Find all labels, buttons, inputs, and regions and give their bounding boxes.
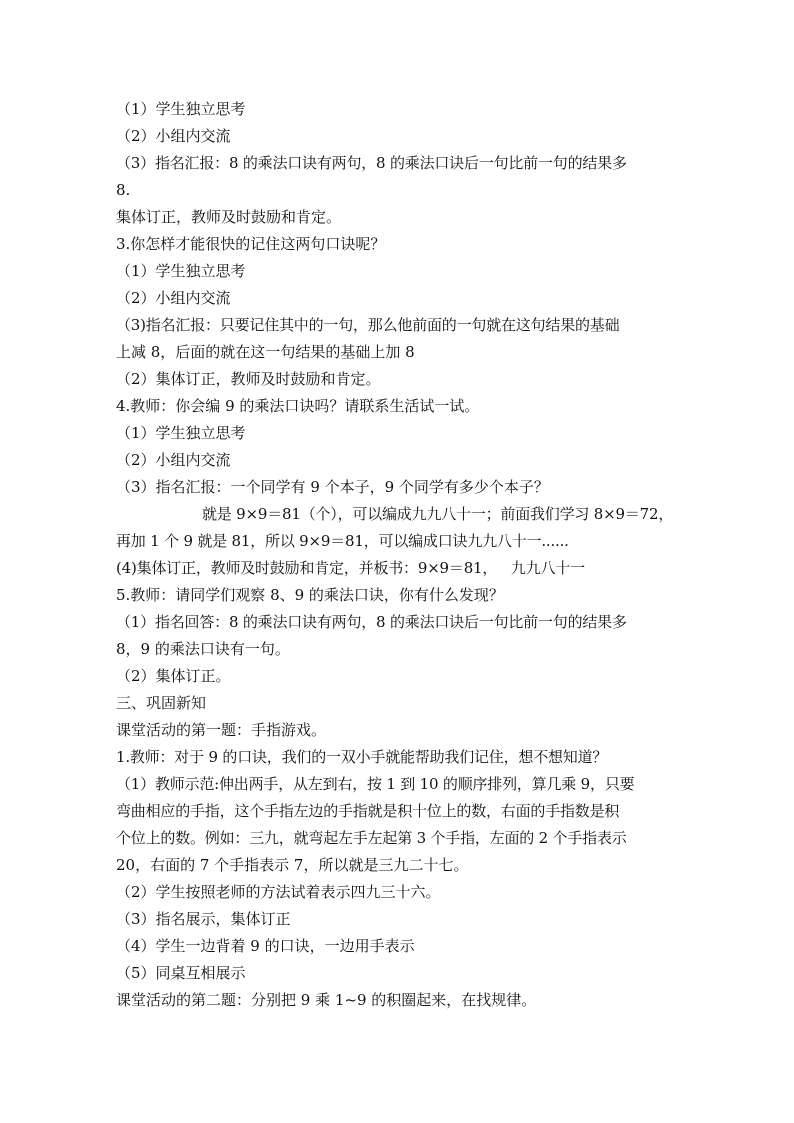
document-body <box>116 96 676 1014</box>
text-line-25: 1.教师：对于 9 的口诀，我们的一双小手就能帮助我们记住，想不想知道？ <box>116 748 608 766</box>
text-line-4: 8. <box>116 181 131 199</box>
text-line-10: 上减 8，后面的就在这一句结果的基础上加 8 <box>116 343 415 361</box>
text-line-34: 课堂活动的第二题：分别把 9 乘 1~9 的积圈起来，在找规律。 <box>116 991 537 1009</box>
text-line-12: 4.教师：你会编 9 的乘法口诀吗？请联系生活试一试。 <box>116 397 480 415</box>
text-line-14: （2）小组内交流 <box>116 451 231 469</box>
text-line-21: 8，9 的乘法口诀有一句。 <box>116 640 290 658</box>
text-line-6: 3.你怎样才能很快的记住这两句口诀呢？ <box>116 235 386 253</box>
text-line-20: （1）指名回答：8 的乘法口诀有两句，8 的乘法口诀后一句比前一句的结果多 <box>116 613 627 631</box>
text-line-16: 就是 9×9＝81（个），可以编成九九八十一；前面我们学习 8×9＝72， <box>202 505 674 523</box>
text-line-2: （2）小组内交流 <box>116 127 231 145</box>
text-line-5: 集体订正，教师及时鼓励和肯定。 <box>116 208 342 226</box>
text-line-24: 课堂活动的第一题：手指游戏。 <box>116 721 327 739</box>
text-line-7: （1）学生独立思考 <box>116 262 246 280</box>
text-line-26: （1）教师示范:伸出两手，从左到右，按 1 到 10 的顺序排列，算几乘 9，只要 <box>116 775 635 793</box>
text-line-9: （3)指名汇报：只要记住其中的一句，那么他前面的一句就在这句结果的基础 <box>116 316 620 334</box>
text-line-1: （1）学生独立思考 <box>116 100 246 118</box>
text-line-17: 再加 1 个 9 就是 81，所以 9×9＝81，可以编成口诀九九八十一...... <box>116 532 569 550</box>
text-line-18: (4)集体订正，教师及时鼓励和肯定，并板书：9×9＝81， 九九八十一 <box>116 559 585 577</box>
text-line-29: 20，右面的 7 个手指表示 7，所以就是三九二十七。 <box>116 856 469 874</box>
text-line-28: 个位上的数。例如：三九，就弯起左手左起第 3 个手指，左面的 2 个手指表示 <box>116 829 627 847</box>
text-line-22: （2）集体订正。 <box>116 667 231 685</box>
text-line-8: （2）小组内交流 <box>116 289 231 307</box>
text-line-15: （3）指名汇报：一个同学有 9 个本子，9 个同学有多少个本子？ <box>116 478 549 496</box>
section-heading-consolidate: 三、巩固新知 <box>116 694 207 712</box>
text-line-19: 5.教师：请同学们观察 8、9 的乘法口诀，你有什么发现？ <box>116 586 504 604</box>
text-line-3: （3）指名汇报：8 的乘法口诀有两句，8 的乘法口诀后一句比前一句的结果多 <box>116 154 627 172</box>
text-line-32: （4）学生一边背着 9 的口诀，一边用手表示 <box>116 937 415 955</box>
text-line-13: （1）学生独立思考 <box>116 424 246 442</box>
text-line-30: （2）学生按照老师的方法试着表示四九三十六。 <box>116 883 441 901</box>
text-line-27: 弯曲相应的手指，这个手指左边的手指就是积十位上的数，右面的手指数是积 <box>116 802 620 820</box>
text-line-33: （5）同桌互相展示 <box>116 964 246 982</box>
text-line-31: （3）指名展示，集体订正 <box>116 910 291 928</box>
text-line-11: （2）集体订正，教师及时鼓励和肯定。 <box>116 370 381 388</box>
